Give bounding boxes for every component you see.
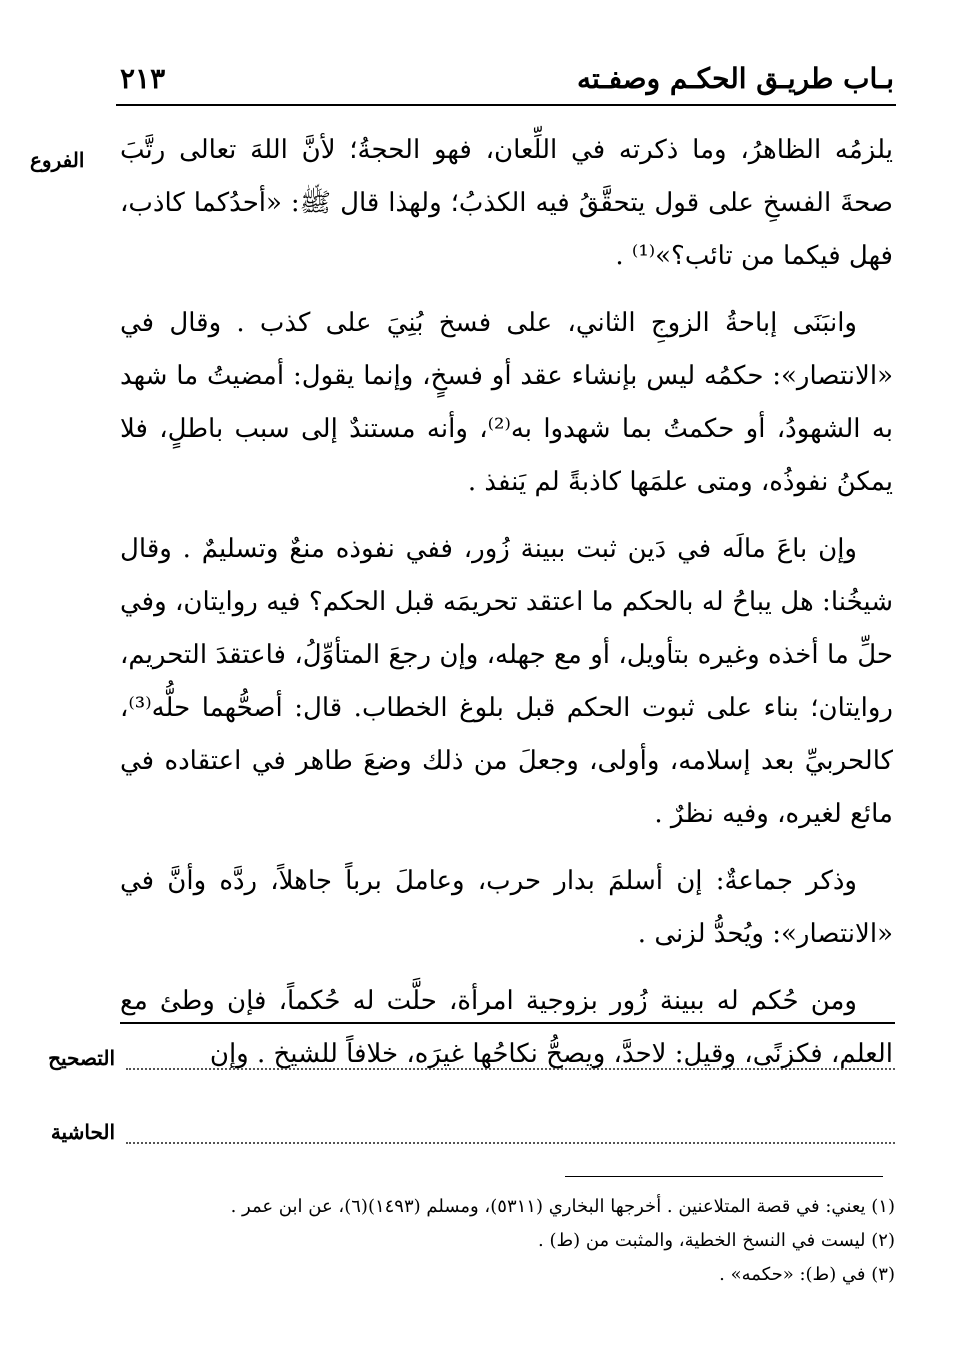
page-number: ٢١٣ [120,62,166,95]
footnotes [120,1190,895,1292]
annotation-dotted-line [126,1142,895,1144]
footnote: (١) يعني: في قصة المتلاعنين . أخرجها البخاري (٥٣١١)، ومسلم (١٤٩٣)(٦)، عن ابن عمر . [230,1196,895,1217]
footnote: (٣) في (ط): «حكمه» . [719,1264,895,1285]
paragraph: وذكر جماعةٌ: إن أسلمَ بدار حرب، وعاملَ برباً جاهلاً، ردَّه وأنَّ في «الانتصار»: ويُحدُّ لزنى . [120,866,893,949]
correction-label: التصحيح [48,1046,115,1070]
annotation-field [20,1114,895,1148]
paragraph: ومن حُكم له ببينة زُور بزوجية امرأة، حلَّت له حُكماً، فإن وطئ مع العلم، فكزنًى، وقيل: لاحدَّ، ويصحُّ نكاحُها غيرَه، خلافاً للشيخ . وإن [120,986,893,1069]
margin-note: الفروع [30,148,85,172]
paragraph: يلزمُه الظاهرُ، وما ذكرته في اللِّعان، فهو الحجةُ؛ لأنَّ اللهَ تعالى رتَّبَ صحةَ الفسخِ على قول يتحقَّقُ فيه الكذبُ؛ ولهذا قال ﷺ: «أحدُكما كاذب، فهل فيكما من تائب؟»⁽¹⁾ . [120,135,893,271]
form-divider [120,1022,895,1024]
paragraph: وإن باعَ مالَه في دَين ثبت ببينة زُور، ففي نفوذه منعٌ وتسليمٌ . وقال شيخُنا: هل يباحُ له بالحكم ما اعتقد تحريمَه قبل الحكم؟ فيه روايتان، وفي حلِّ ما أخذه وغيره بتأويل، أو مع جهله، وإن رجعَ المتأوِّلُ، فاعتقدَ التحريم، روايتان؛ بناء على ثبوت الحكم قبل بلوغ الخطاب. قال: أصحُّهما حلُّه⁽³⁾، كالحربيِّ بعد إسلامه، وأولى، وجعلَ من ذلك وضعَ طاهر في اعتقاده في مائع لغيره، وفيه نظرٌ . [120,534,893,829]
correction-field [20,1040,895,1074]
footnote-divider [565,1176,883,1177]
paragraph: وانبَنَى إباحةُ الزوجِ الثاني، على فسخ بُنِيَ على كذب . وقال في «الانتصار»: حكمُه ليس بإنشاء عقد أو فسخٍ، وإنما يقول: أمضيتُ ما شهد به الشهودُ، أو حكمتُ بما شهدوا به⁽²⁾، وأنه مستندٌ إلى سبب باطلٍ، فلا يمكنُ نفوذُه، ومتى علمَها كاذبةً لم يَنفذ . [120,308,893,497]
correction-dotted-line [126,1068,895,1070]
annotation-label: الحاشية [50,1120,115,1144]
header-rule [116,104,896,106]
footnote: (٢) ليست في النسخ الخطية، والمثبت من (ط) . [538,1230,895,1251]
running-header [120,58,894,100]
chapter-title: بـاب طريـق الحكـم وصفـته [576,62,894,95]
body-text [120,124,893,1095]
